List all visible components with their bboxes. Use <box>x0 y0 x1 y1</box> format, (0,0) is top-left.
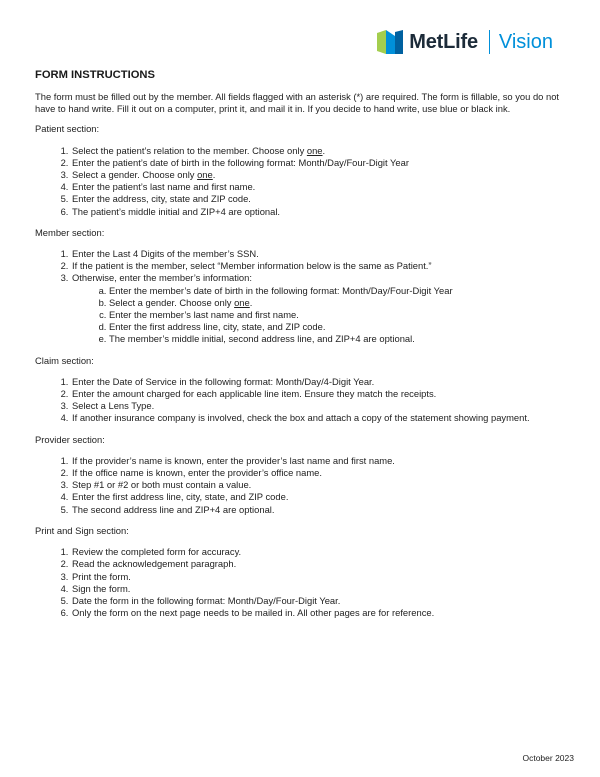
print-sign-section-title: Print and Sign section: <box>35 524 129 536</box>
list-item: 2. If the patient is the member, select “Member information below is the same as Patient.” <box>71 260 567 272</box>
list-item: 1. Enter the Date of Service in the following format: Month/Day/4-Digit Year. <box>71 376 567 388</box>
list-item: e. The member’s middle initial, second address line, and ZIP+4 are optional. <box>109 333 567 345</box>
list-item: d. Enter the first address line, city, state, and ZIP code. <box>109 321 567 333</box>
list-item: c. Enter the member’s last name and first name. <box>109 309 567 321</box>
provider-section-title: Provider section: <box>35 433 105 445</box>
claim-steps <box>35 376 567 425</box>
claim-section-title: Claim section: <box>35 354 94 366</box>
member-substeps <box>72 285 567 346</box>
list-item: b. Select a gender. Choose only one. <box>109 297 567 309</box>
list-item: 1. If the provider’s name is known, enter the provider’s last name and first name. <box>71 455 567 467</box>
list-item: 2. Read the acknowledgement paragraph. <box>71 558 567 570</box>
list-item: 6. Only the form on the next page needs to be mailed in. All other pages are for reference. <box>71 607 567 619</box>
provider-steps <box>35 455 567 516</box>
list-item: 4. If another insurance company is involved, check the box and attach a copy of the statement showing payment. <box>71 412 567 424</box>
list-item: 4. Enter the patient’s last name and first name. <box>71 181 567 193</box>
metlife-vision-logo <box>377 28 553 56</box>
list-item: 6. The patient’s middle initial and ZIP+4 are optional. <box>71 206 567 218</box>
list-item: 3. Select a Lens Type. <box>71 400 567 412</box>
list-item: 4. Sign the form. <box>71 583 567 595</box>
intro-paragraph: The form must be filled out by the member. All fields flagged with an asterisk (*) are required. The form is fillable, so you do not have to hand write. Fill it out on a computer, print it, and mail it in. If you decide to hand write, use blue or black ink. <box>35 91 560 115</box>
patient-steps <box>35 145 567 218</box>
print-sign-steps <box>35 546 567 619</box>
logo-divider <box>489 30 490 54</box>
brand-name: MetLife <box>409 30 478 53</box>
list-item: 1. Review the completed form for accuracy. <box>71 546 567 558</box>
list-item: 1. Select the patient’s relation to the member. Choose only one. <box>71 145 567 157</box>
footer-date: October 2023 <box>522 753 574 763</box>
product-name: Vision <box>498 30 553 53</box>
list-item: 4. Enter the first address line, city, state, and ZIP code. <box>71 491 567 503</box>
metlife-logo-icon <box>377 30 403 54</box>
page-title: FORM INSTRUCTIONS <box>35 69 155 81</box>
list-item: a. Enter the member’s date of birth in the following format: Month/Day/Four-Digit Year <box>109 285 567 297</box>
member-steps <box>35 248 567 346</box>
list-item: 5. The second address line and ZIP+4 are optional. <box>71 504 567 516</box>
list-item: 5. Date the form in the following format: Month/Day/Four-Digit Year. <box>71 595 567 607</box>
instructions-content <box>35 69 567 628</box>
list-item: 3. Otherwise, enter the member’s information: a. Enter the member’s date of birth in the following format: Month/Day/Four-Digit Year b. Select a gender. Choose only one. c. Enter the member’s last name and first name. d. Enter the first address line, city, state, and ZIP code. e. The member’s middle initial, second address line, and ZIP+4 are optional. <box>71 272 567 345</box>
list-item: 2. If the office name is known, enter the provider’s office name. <box>71 467 567 479</box>
member-section-title: Member section: <box>35 226 105 238</box>
list-item: 1. Enter the Last 4 Digits of the member’s SSN. <box>71 248 567 260</box>
list-item: 5. Enter the address, city, state and ZIP code. <box>71 193 567 205</box>
list-item: 3. Step #1 or #2 or both must contain a value. <box>71 479 567 491</box>
list-item: 3. Print the form. <box>71 571 567 583</box>
list-item: 3. Select a gender. Choose only one. <box>71 169 567 181</box>
list-item: 2. Enter the amount charged for each applicable line item. Ensure they match the receipts. <box>71 388 567 400</box>
patient-section-title: Patient section: <box>35 123 100 135</box>
list-item: 2. Enter the patient’s date of birth in the following format: Month/Day/Four-Digit Year <box>71 157 567 169</box>
